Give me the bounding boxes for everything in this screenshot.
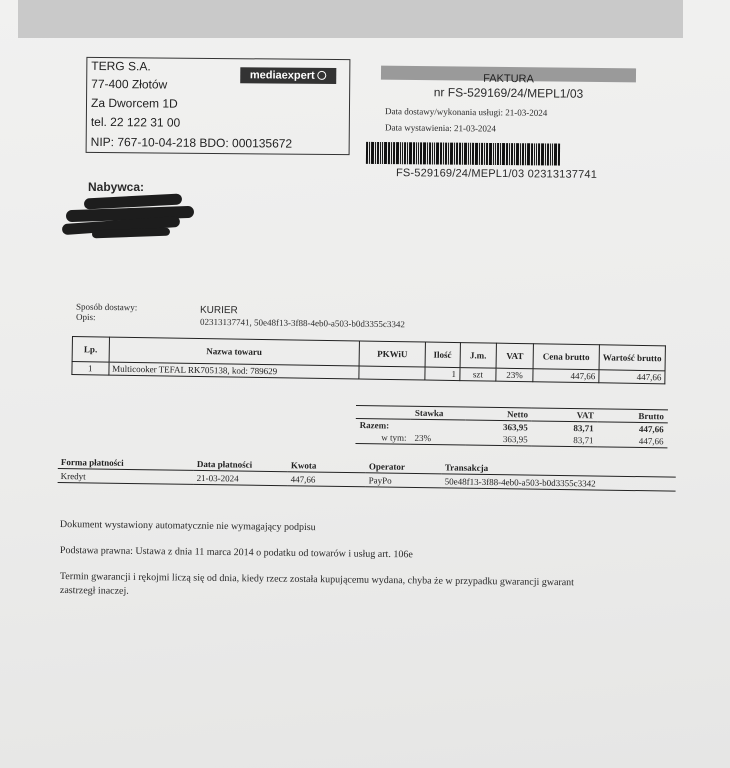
seller-phone: tel. 22 122 31 00	[90, 114, 181, 130]
seller-city: 77-400 Złotów	[91, 76, 168, 92]
description-value: 02313137741, 50e48f13-3f88-4eb0-a503-b0d3355c3342	[199, 316, 406, 330]
items-table	[71, 336, 666, 384]
summary-incl-row: w tym: 23% 363,95 83,71 447,66	[355, 431, 667, 448]
seller-ids: NIP: 767-10-04-218 BDO: 000135672	[90, 134, 293, 151]
payment-table	[58, 455, 676, 492]
issue-date: Data wystawienia: 21-03-2024	[384, 122, 497, 134]
delivery-method-value: KURIER	[199, 304, 238, 317]
seller-box	[86, 57, 351, 155]
col-unit-price: Cena brutto	[533, 344, 599, 370]
barcode-text: FS-529169/24/MEPL1/03 02313137741	[395, 167, 598, 181]
buyer-label: Nabywca:	[88, 180, 145, 194]
delivery-method-label: Sposób dostawy:	[75, 301, 138, 313]
table-row: Kredyt 21-03-2024 447,66 PayPo 50e48f13-3f88-4eb0-a503-b0d3355c3342	[58, 468, 676, 491]
col-total: Wartość brutto	[599, 345, 665, 371]
scan-top-edge	[18, 0, 683, 38]
footer-note-legal: Podstawa prawna: Ustawa z dnia 11 marca 2014 o podatku od towarów i usług art. 106e	[59, 545, 413, 561]
logo-circle-icon	[318, 71, 327, 80]
col-name: Nazwa towaru	[109, 337, 360, 366]
barcode	[366, 142, 624, 166]
invoice-number: nr FS-529169/24/MEPL1/03	[433, 85, 584, 101]
vat-summary-table	[355, 405, 668, 448]
footer-note-warranty: Termin gwarancji i rękojmi liczą się od dnia, kiedy rzecz została kupującemu wydana, chyba że w przypadku gwarancji gwarant	[59, 571, 575, 589]
footer-note-auto: Dokument wystawiony automatycznie nie wymagający podpisu	[59, 519, 316, 534]
col-vat: VAT	[496, 343, 533, 369]
redaction-mark	[92, 228, 170, 239]
footer-note-warranty-cont: zastrzegł inaczej.	[59, 585, 129, 597]
summary-header-row: Stawka Netto VAT Brutto	[356, 405, 668, 422]
table-row: 1 Multicooker TEFAL RK705138, kod: 789629 1 szt 23% 447,66 447,66	[72, 362, 665, 384]
col-qty: Ilość	[425, 342, 460, 368]
col-lp: Lp.	[72, 337, 109, 363]
delivery-date: Data dostawy/wykonania usługi: 21-03-2024	[384, 106, 548, 118]
description-label: Opis:	[75, 311, 96, 323]
col-unit: J.m.	[460, 343, 497, 369]
payment-header-row: Forma płatności Data płatności Kwota Operator Transakcja	[58, 455, 676, 477]
seller-name: TERG S.A.	[91, 58, 151, 74]
mediaexpert-logo: mediaexpert	[240, 67, 336, 84]
seller-street: Za Dworcem 1D	[90, 95, 178, 111]
invoice-title: FAKTURA	[483, 72, 534, 86]
summary-total-row: Razem: 363,95 83,71 447,66	[359, 420, 664, 435]
col-pkwiu: PKWiU	[359, 341, 425, 367]
